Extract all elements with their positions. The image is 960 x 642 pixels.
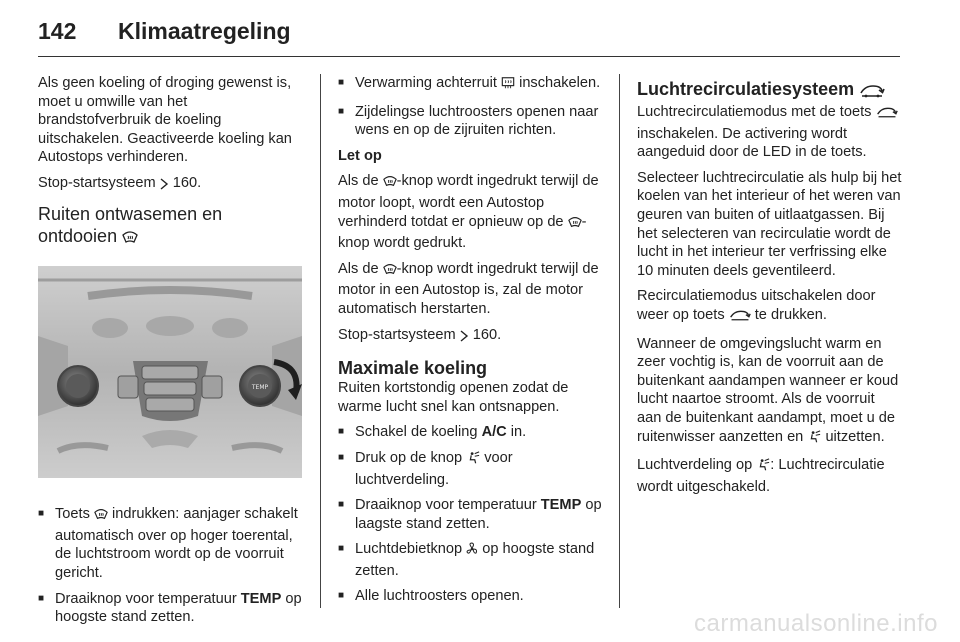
list-item: ■ Schakel de koeling A/C in. — [338, 423, 604, 442]
note-paragraph-1: Als de -knop wordt ingedrukt terwijl de motor loopt, wordt een Autostop verhinderd totdat er opnieuw op de -knop wordt gedrukt. — [338, 173, 599, 252]
list-item: ■ Draaiknop voor temperatuur TEMP op hoogste stand zetten. — [38, 590, 304, 627]
recirculation-paragraph-5: Luchtverdeling op : Luchtrecirculatie wordt uitgeschakeld. — [637, 457, 885, 495]
page-reference-arrow-icon — [460, 329, 469, 348]
column-divider-1 — [320, 74, 321, 608]
column-2 — [338, 74, 604, 613]
defrost-steps-continued — [338, 74, 604, 140]
list-item: ■ Zijdelingse luchtroosters openen naar wens en op de zijruiten richten. — [338, 103, 604, 140]
page-number: 142 — [38, 18, 77, 44]
note-title: Let op — [338, 147, 382, 164]
windscreen-defrost-icon — [383, 174, 397, 194]
fan-icon — [466, 542, 478, 562]
page-header — [38, 18, 900, 58]
list-item: ■ Luchtdebietknop op hoogste stand zetten. — [338, 540, 604, 580]
air-distribution-icon — [807, 430, 821, 450]
windscreen-defrost-icon — [122, 228, 138, 250]
air-distribution-icon — [756, 458, 770, 478]
list-item: ■ Alle luchtroosters openen. — [338, 587, 604, 606]
windscreen-defrost-icon — [568, 215, 582, 235]
reference-line — [38, 174, 304, 196]
column-divider-2 — [619, 74, 620, 608]
temp-knob-label: TEMP — [251, 383, 269, 391]
list-item: ■ Druk op de knop voor luchtverdeling. — [338, 449, 604, 489]
reference-label: Stop-startsysteem — [38, 174, 156, 191]
watermark: carmanualsonline.info — [694, 610, 938, 637]
page-title: Klimaatregeling — [118, 18, 291, 44]
list-item: ■ Verwarming achterruit inschakelen. — [338, 74, 604, 96]
list-item: ■ Draaiknop voor temperatuur TEMP op laagste stand zetten. — [338, 496, 604, 533]
recirculation-paragraph-4: Wanneer de omgevingslucht warm en zeer vochtig is, kan de voorruit aan de buitenkant aandampen wanneer er koud lucht naartoe stroomt. Als de voorruit aan de buitenkant aandampt, moet u de ruitenwisser aanzetten en uitzetten. — [637, 335, 903, 450]
reference-page: 160. — [172, 174, 202, 191]
section-heading-recirculation: Luchtrecirculatiesysteem — [637, 78, 903, 103]
windscreen-defrost-icon — [383, 262, 397, 282]
recirculation-icon — [876, 106, 898, 125]
windscreen-defrost-icon — [94, 507, 108, 527]
defrost-steps — [38, 505, 304, 627]
column-3 — [637, 74, 903, 503]
max-cooling-steps — [338, 423, 604, 606]
section-heading-defrost: Ruiten ontwasemen en ontdooien — [38, 203, 304, 250]
rear-window-heating-icon — [501, 76, 515, 96]
note-paragraph-2: Als de -knop wordt ingedrukt terwijl de motor in een Autostop is, zal de motor automatisch herstarten. — [338, 260, 599, 317]
max-cooling-intro: Ruiten kortstondig openen zodat de warme lucht snel kan ontsnappen. — [338, 380, 569, 415]
recirculation-paragraph-3: Recirculatiemodus uitschakelen door weer op toets te drukken. — [637, 287, 903, 327]
recirculation-paragraph-2: Selecteer luchtrecirculatie als hulp bij het koelen van het interieur of het weren van geuren van buiten of uitlaatgassen. Bij het selecteren van recirculatie wordt de lucht in het interieur ter verfrissing elke 10 minuten deels geventileerd. — [637, 169, 902, 279]
recirculation-paragraph-1: Luchtrecirculatiemodus met de toets inschakelen. De activering wordt aangeduid door de LED in de toets. — [637, 103, 903, 162]
recirculation-icon — [859, 81, 885, 103]
section-heading-max-cooling: Maximale koeling — [338, 358, 488, 379]
recirculation-icon — [729, 309, 751, 328]
header-rule — [38, 56, 900, 57]
page-reference-arrow-icon — [160, 177, 169, 196]
air-distribution-icon — [466, 451, 480, 471]
reference-line: Stop-startsysteem 160. — [338, 326, 604, 348]
intro-paragraph: Als geen koeling of droging gewenst is, moet u omwille van het brandstofverbruik de koeling uitschakelen. Geactiveerde koeling kan Autostops verhinderen. — [38, 75, 292, 166]
list-item: ■ Toets indrukken: aanjager schakelt automatisch over op hoger toerental, de luchtstroom wordt op de voorruit gericht. — [38, 505, 304, 582]
column-1 — [38, 74, 304, 634]
climate-control-photo — [38, 266, 302, 478]
